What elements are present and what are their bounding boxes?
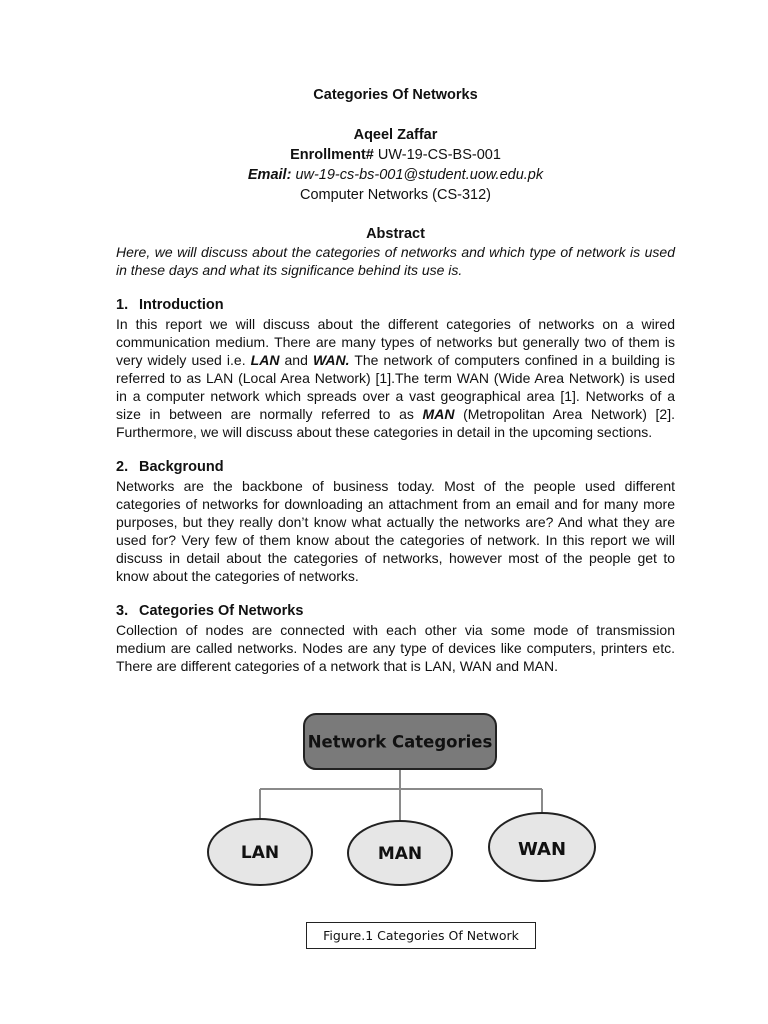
wan-node-label: WAN: [517, 839, 567, 860]
section-title: Introduction: [139, 297, 224, 313]
intro-man-term: MAN: [422, 406, 455, 422]
course-name: Computer Networks (CS-312): [300, 187, 491, 203]
intro-part-2: The network of computers confined in a building is referred to as LAN (Local Area Network) [1].The term WAN (Wide Area Network) is used in a computer network which spreads over a vast geographical area [1]. Networks of a size in between are normally referred to as: [116, 352, 676, 422]
lan-node-label: LAN: [240, 843, 280, 863]
section-title: Background: [139, 459, 224, 475]
email-value[interactable]: uw-19-cs-bs-001@student.uow.edu.pk: [295, 167, 544, 183]
enrollment-value: UW-19-CS-BS-001: [377, 147, 501, 163]
figure-caption: Figure.1 Categories Of Network: [306, 922, 536, 949]
intro-lan-term: LAN: [250, 352, 280, 368]
email-label: Email:: [247, 167, 292, 183]
enrollment-line: [116, 145, 675, 165]
email-line: [116, 165, 675, 185]
section-categories-heading: [116, 602, 675, 621]
section-background-text: Networks are the backbone of business today. Most of the people used different categories of networks for downloading an attachment from an email and for many more purposes, but they really don’t know what actually the networks are? And what they are used for? Very few of them know about the categories of network. In this report we will discuss in detail about the categories of networks, however most of the people get to know about the categories of networks.: [116, 478, 675, 584]
section-categories-text: Collection of nodes are connected with each other via some mode of transmission medium are called networks. Nodes are any type of devices like computers, printers etc. There are different categories of a network that is LAN, WAN and MAN.: [116, 622, 675, 674]
section-number: 3.: [116, 603, 129, 619]
section-number: 1.: [116, 297, 129, 313]
author-name: Aqeel Zaffar: [353, 127, 438, 143]
network-categories-diagram: [200, 708, 600, 898]
root-node-label: Network Categories: [307, 732, 493, 752]
paper-content: [116, 86, 675, 675]
section-number: 2.: [116, 459, 129, 475]
enrollment-label: Enrollment#: [290, 147, 374, 163]
intro-part-3: (Metropolitan Area Network) [2]. Furthermore, we will discuss about these categories in detail in the upcoming sections.: [116, 406, 675, 440]
section-title: Categories Of Networks: [139, 603, 304, 619]
section-background-heading: [116, 458, 675, 477]
abstract-heading: Abstract: [366, 226, 425, 242]
author-block: [116, 125, 675, 205]
intro-and: and: [279, 352, 313, 368]
paper-title: Categories Of Networks: [313, 87, 478, 103]
abstract-text: Here, we will discuss about the categories of networks and which type of network is used in these days and what its significance behind its use is.: [116, 244, 675, 278]
man-node-label: MAN: [377, 844, 423, 864]
intro-wan-term: WAN.: [312, 352, 350, 368]
section-introduction-text: [116, 315, 675, 441]
intro-part-1: In this report we will discuss about the different categories of networks on a wired communication medium. There are many types of networks but generally two of them is very widely used i.e.: [116, 316, 675, 368]
section-introduction-heading: [116, 296, 675, 315]
